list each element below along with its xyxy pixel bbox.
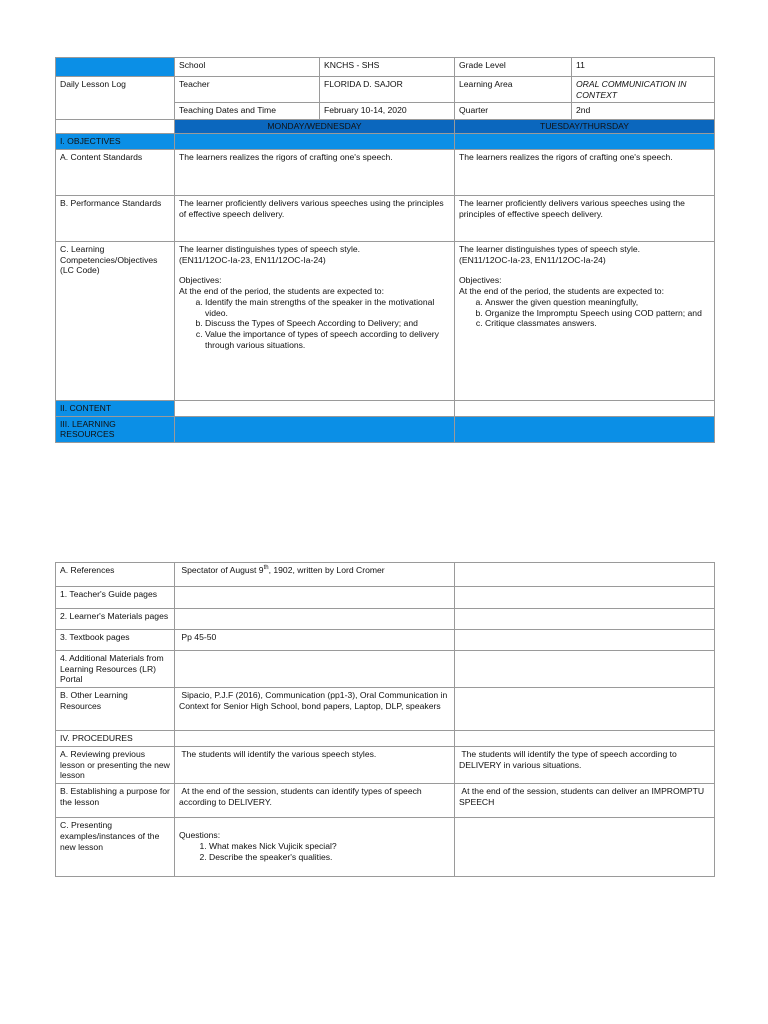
col-header-mw: MONDAY/WEDNESDAY: [175, 120, 455, 134]
header-blue-block: [56, 58, 175, 77]
lc-mw-line2: (EN11/12OC-Ia-23, EN11/12OC-Ia-24): [179, 254, 326, 265]
performance-standards-mw: The learner proficiently delivers various speeches using the principles of effective speech delivery.: [175, 195, 455, 241]
list-item: 2. Describe the speaker's qualities.: [209, 852, 450, 863]
content-tt: [455, 400, 715, 416]
learners-materials-label: 2. Learner's Materials pages: [56, 609, 175, 630]
establishing-mw-text: At the end of the session, students can identify types of speech according to DELIVERY.: [179, 786, 422, 807]
learners-materials-tt: [455, 609, 715, 630]
content-heading: II. CONTENT: [56, 400, 175, 416]
additional-materials-mw: [175, 651, 455, 688]
learning-competencies-label: C. Learning Competencies/Objectives (LC Code): [56, 241, 175, 400]
other-resources-label: B. Other Learning Resources: [56, 688, 175, 731]
procedures-heading: IV. PROCEDURES: [56, 731, 175, 747]
lc-tt-objectives: Objectives:: [459, 275, 502, 286]
establishing-label: B. Establishing a purpose for the lesson: [56, 784, 175, 818]
content-mw: [175, 400, 455, 416]
school-label: School: [175, 58, 320, 77]
learning-competencies-tt: [455, 241, 715, 400]
learning-competencies-mw: [175, 241, 455, 400]
reference-text-end: , 1902, written by Lord Cromer: [268, 565, 385, 575]
procedures-tt: [455, 731, 715, 747]
performance-standards-tt: The learner proficiently delivers various speeches using the principles of effective speech delivery.: [455, 195, 715, 241]
objectives-bar-1: [175, 134, 455, 150]
reference-text: Spectator of August 9: [181, 565, 264, 575]
teachers-guide-label: 1. Teacher's Guide pages: [56, 587, 175, 609]
objectives-bar-2: [455, 134, 715, 150]
other-resources-text: Sipacio, P.J.F (2016), Communication (pp1-3), Oral Communication in Context for Senior High School, bond papers, Laptop, DLP, speakers: [179, 690, 448, 711]
list-item: b. Organize the Impromptu Speech using COD pattern; and: [485, 308, 710, 319]
dates-label: Teaching Dates and Time: [175, 103, 320, 120]
textbook-mw: [175, 630, 455, 651]
dates-value: February 10-14, 2020: [320, 103, 455, 120]
school-value: KNCHS - SHS: [320, 58, 455, 77]
grade-value: 11: [572, 58, 715, 77]
daily-lesson-log-table: [55, 57, 715, 443]
presenting-mw: [175, 818, 455, 877]
presenting-list: [179, 841, 450, 862]
resources-bar-1: [175, 416, 455, 442]
content-standards-tt: The learners realizes the rigors of crafting one's speech.: [455, 149, 715, 195]
objectives-heading: I. OBJECTIVES: [56, 134, 175, 150]
other-resources-mw: [175, 688, 455, 731]
area-label: Learning Area: [455, 77, 572, 103]
list-item: a. Answer the given question meaningfully,: [485, 297, 710, 308]
list-item: 1. What makes Nick Vujicik special?: [209, 841, 450, 852]
spacer-cell: [56, 120, 175, 134]
textbook-tt: [455, 630, 715, 651]
establishing-mw: [175, 784, 455, 818]
teacher-value: FLORIDA D. SAJOR: [320, 77, 455, 103]
reviewing-mw-text: The students will identify the various speech styles.: [181, 748, 377, 759]
other-resources-tt: [455, 688, 715, 731]
reviewing-tt: [455, 746, 715, 783]
teacher-label: Teacher: [175, 77, 320, 103]
additional-materials-label: 4. Additional Materials from Learning Resources (LR) Portal: [56, 651, 175, 688]
resources-heading: III. LEARNING RESOURCES: [56, 416, 175, 442]
learning-resources-table: [55, 562, 715, 877]
grade-label: Grade Level: [455, 58, 572, 77]
lc-tt-list: [459, 297, 710, 329]
textbook-label: 3. Textbook pages: [56, 630, 175, 651]
establishing-tt-text: At the end of the session, students can deliver an IMPROMPTU SPEECH: [459, 786, 705, 807]
list-item: b. Discuss the Types of Speech According to Delivery; and: [205, 318, 450, 329]
performance-standards-label: B. Performance Standards: [56, 195, 175, 241]
content-standards-mw: The learners realizes the rigors of crafting one's speech.: [175, 149, 455, 195]
references-mw: [175, 563, 455, 587]
learners-materials-mw: [175, 609, 455, 630]
lc-tt-line1: The learner distinguishes types of speech style.: [459, 243, 641, 254]
establishing-tt: [455, 784, 715, 818]
procedures-mw: [175, 731, 455, 747]
list-item: c. Value the importance of types of speech according to delivery through various situations.: [205, 329, 450, 350]
lc-mw-objectives: Objectives:: [179, 275, 222, 286]
resources-bar-2: [455, 416, 715, 442]
references-tt: [455, 563, 715, 587]
content-standards-label: A. Content Standards: [56, 149, 175, 195]
area-value: ORAL COMMUNICATION IN CONTEXT: [572, 77, 715, 103]
presenting-questions: Questions:: [179, 830, 221, 841]
lc-mw-line1: The learner distinguishes types of speech style.: [179, 243, 361, 254]
reviewing-tt-text: The students will identify the type of speech according to DELIVERY in various situations.: [459, 748, 677, 770]
presenting-label: C. Presenting examples/instances of the new lesson: [56, 818, 175, 877]
references-label: A. References: [56, 563, 175, 587]
lc-tt-intro: At the end of the period, the students are expected to:: [459, 286, 664, 297]
list-item: c. Critique classmates answers.: [485, 318, 710, 329]
presenting-tt: [455, 818, 715, 877]
reference-sup: th: [263, 565, 269, 572]
dll-title: Daily Lesson Log: [56, 77, 175, 120]
additional-materials-tt: [455, 651, 715, 688]
lc-mw-intro: At the end of the period, the students are expected to:: [179, 286, 384, 297]
quarter-label: Quarter: [455, 103, 572, 120]
reviewing-label: A. Reviewing previous lesson or presenting the new lesson: [56, 746, 175, 783]
reviewing-mw: [175, 746, 455, 783]
teachers-guide-tt: [455, 587, 715, 609]
lc-tt-line2: (EN11/12OC-Ia-23, EN11/12OC-Ia-24): [459, 254, 606, 265]
textbook-pages: Pp 45-50: [181, 632, 217, 642]
list-item: a. Identify the main strengths of the speaker in the motivational video.: [205, 297, 450, 318]
quarter-value: 2nd: [572, 103, 715, 120]
teachers-guide-mw: [175, 587, 455, 609]
col-header-tt: TUESDAY/THURSDAY: [455, 120, 715, 134]
lc-mw-list: [179, 297, 450, 351]
